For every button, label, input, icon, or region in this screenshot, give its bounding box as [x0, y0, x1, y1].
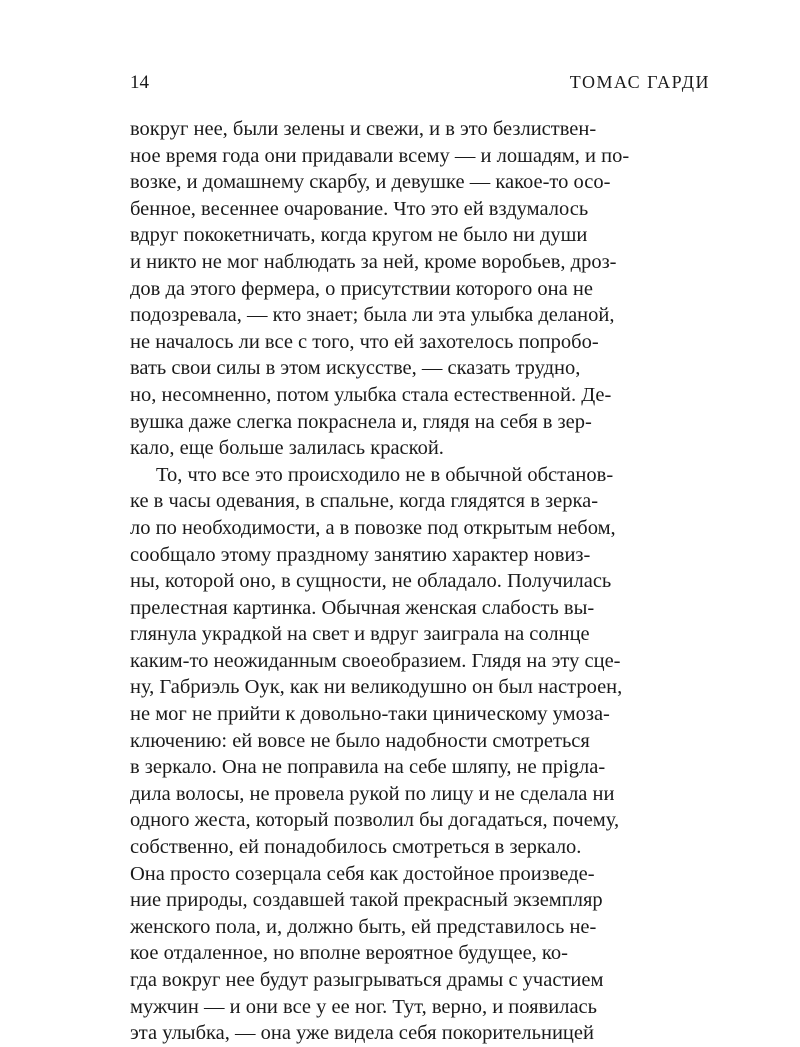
text-line: женского пола, и, должно быть, ей представилось не- — [130, 915, 597, 938]
text-line: не мог не прийти к довольно-таки циническому умоза- — [130, 703, 610, 726]
text-line: не началось ли все с того, что ей захотелось попробо- — [130, 330, 599, 353]
text-line: ное время года они придавали всему — и лошадям, и по- — [130, 144, 630, 167]
text-line: эта улыбка, — она уже видела себя покорительницей — [130, 1022, 594, 1045]
body-text — [130, 116, 713, 1047]
text-line: возке, и домашнему скарбу, и девушке — какое-то осо- — [130, 171, 611, 194]
text-line: ке в часы одевания, в спальне, когда глядятся в зерка- — [130, 490, 599, 513]
page-number: 14 — [130, 72, 149, 93]
text-line: гда вокруг нее будут разыгрываться драмы с участием — [130, 969, 604, 991]
text-line: ние природы, создавшей такой прекрасный экземпляр — [130, 889, 603, 912]
text-line: кало, еще больше залилась краской. — [130, 437, 444, 460]
running-title: ТОМАС ГАРДИ — [569, 72, 710, 92]
text-line: сообщало этому праздному занятию характер новиз- — [130, 543, 591, 566]
text-line: каким-то неожиданным своеобразием. Глядя на эту сце- — [130, 649, 621, 672]
text-line: мужчин — и они все у ее ног. Тут, верно, и появилась — [130, 995, 597, 1018]
text-line: вокруг нее, были зелены и свежи, и в это безлиствен- — [130, 118, 597, 140]
text-line: вать свои силы в этом искусстве, — сказать трудно, — [130, 357, 581, 380]
text-line: ну, Габриэль Оук, как ни великодушно он был настроен, — [130, 676, 623, 699]
text-line: Она просто созерцала себя как достойное произведе- — [130, 862, 595, 885]
text-line: и никто не мог наблюдать за ней, кроме воробьев, дроз- — [130, 250, 617, 273]
text-line: вдруг пококетничать, когда кругом не было ни души — [130, 224, 588, 247]
text-line: ключению: ей вовсе не было надобности смотреться — [130, 729, 590, 752]
text-line: дов да этого фермера, о присутствии которого она не — [130, 277, 593, 300]
text-line: ны, которой оно, в сущности, не обладало. Получилась — [130, 570, 612, 593]
text-line: но, несомненно, потом улыбка стала естественной. Де- — [130, 383, 612, 406]
text-line: глянула украдкой на свет и вдруг заиграла на солнце — [130, 623, 590, 646]
page-header — [130, 72, 710, 102]
text-line: дила волосы, не провела рукой по лицу и не сделала ни — [130, 782, 615, 805]
text-line: в зеркало. Она не поправила на себе шляпу, не прigла- — [130, 756, 606, 779]
paragraph-start-line: То, что все это происходило не в обычной обстанов- — [156, 463, 614, 486]
text-line: собственно, ей понадобилось смотреться в зеркало. — [130, 836, 582, 859]
text-line: ло по необходимости, а в повозке под открытым небом, — [130, 516, 616, 539]
text-line: вушка даже слегка покраснела и, глядя на себя в зер- — [130, 410, 592, 433]
text-line: подозревала, — кто знает; была ли эта улыбка деланой, — [130, 304, 615, 327]
text-line: одного жеста, который позволил бы догадаться, почему, — [130, 809, 620, 832]
text-line: кое отдаленное, но вполне вероятное будущее, ко- — [130, 942, 568, 965]
text-line: прелестная картинка. Обычная женская слабость вы- — [130, 596, 595, 619]
text-line: бенное, весеннее очарование. Что это ей вздумалось — [130, 197, 589, 220]
